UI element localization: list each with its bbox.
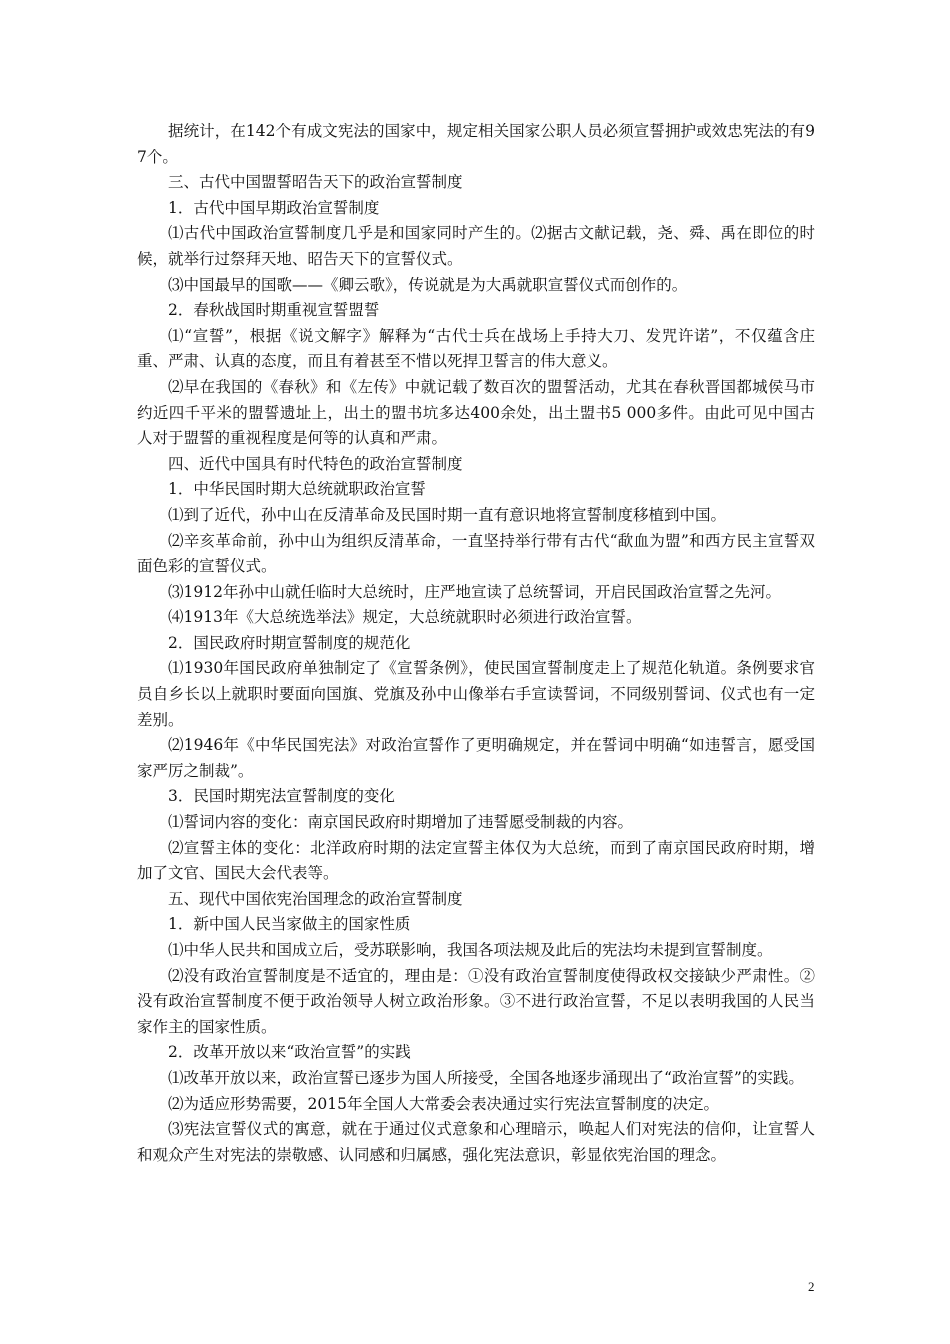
paragraph: ⑵早在我国的《春秋》和《左传》中就记载了数百次的盟誓活动，尤其在春秋晋国都城侯马市约近四千平米的盟誓遗址上，出土的盟书坑多达400余处，出土盟书5 000多件。由此可见中国古人对于盟誓的重视程度是何等的认真和严肃。 <box>137 377 815 448</box>
paragraph: ⑵没有政治宣誓制度是不适宜的，理由是：①没有政治宣誓制度使得政权交接缺少严肃性。②没有政治宣誓制度不便于政治领导人树立政治形象。③不进行政治宣誓，不足以表明我国的人民当家作主的国家性质。 <box>137 966 815 1036</box>
subsection-heading: 1．中华民国时期大总统就职政治宣誓 <box>168 480 426 499</box>
paragraph: ⑶1912年孙中山就任临时大总统时，庄严地宣读了总统誓词，开启民国政治宣誓之先河。 <box>168 582 781 601</box>
paragraph: ⑴“宣誓”，根据《说文解字》解释为“古代士兵在战场上手持大刀、发咒许诺”，不仅蕴含庄重、严肃、认真的态度，而且有着甚至不惜以死捍卫誓言的伟大意义。 <box>137 326 815 371</box>
paragraph: ⑴到了近代，孙中山在反清革命及民国时期一直有意识地将宣誓制度移植到中国。 <box>168 505 727 524</box>
paragraph: ⑶中国最早的国歌——《卿云歌》，传说就是为大禹就职宣誓仪式而创作的。 <box>168 275 688 294</box>
subsection-heading: 1．古代中国早期政治宣誓制度 <box>168 198 380 217</box>
paragraph: ⑴誓词内容的变化：南京国民政府时期增加了违誓愿受制裁的内容。 <box>168 813 634 832</box>
subsection-heading: 2．改革开放以来“政治宣誓”的实践 <box>168 1043 411 1062</box>
paragraph: ⑴改革开放以来，政治宣誓已逐步为国人所接受，全国各地逐步涌现出了“政治宣誓”的实践。 <box>168 1068 804 1087</box>
document-body <box>137 119 815 1168</box>
paragraph: ⑵1946年《中华民国宪法》对政治宣誓作了更明确规定，并在誓词中明确“如违誓言，愿受国家严厉之制裁”。 <box>137 736 815 780</box>
subsection-heading: 3．民国时期宪法宣誓制度的变化 <box>168 787 395 806</box>
subsection-heading: 1．新中国人民当家做主的国家性质 <box>168 915 411 934</box>
paragraph: ⑵为适应形势需要，2015年全国人大常委会表决通过实行宪法宣誓制度的决定。 <box>168 1094 719 1113</box>
paragraph: ⑴1930年国民政府单独制定了《宣誓条例》，使民国宣誓制度走上了规范化轨道。条例要求官员自乡长以上就职时要面向国旗、党旗及孙中山像举右手宣读誓词，不同级别誓词、仪式也有一定差别。 <box>137 659 815 729</box>
paragraph: ⑵宣誓主体的变化：北洋政府时期的法定宣誓主体仅为大总统，而到了南京国民政府时期，增加了文官、国民大会代表等。 <box>137 838 815 883</box>
paragraph: 据统计，在142个有成文宪法的国家中，规定相关国家公职人员必须宣誓拥护或效忠宪法的有97个。 <box>137 122 815 166</box>
subsection-heading: 2．国民政府时期宣誓制度的规范化 <box>168 633 411 652</box>
paragraph: ⑷1913年《大总统选举法》规定，大总统就职时必须进行政治宣誓。 <box>168 608 642 627</box>
paragraph: ⑴古代中国政治宣誓制度几乎是和国家同时产生的。⑵据古文献记载，尧、舜、禹在即位的时候，就举行过祭拜天地、昭告天下的宣誓仪式。 <box>137 224 815 268</box>
section-heading: 五、现代中国依宪治国理念的政治宣誓制度 <box>168 889 463 908</box>
section-heading: 四、近代中国具有时代特色的政治宣誓制度 <box>168 454 463 473</box>
page-number: 2 <box>808 1279 815 1294</box>
paragraph: ⑵辛亥革命前，孙中山为组织反清革命，一直坚持举行带有古代“歃血为盟”和西方民主宣誓双面色彩的宣誓仪式。 <box>137 531 815 576</box>
section-heading: 三、古代中国盟誓昭告天下的政治宣誓制度 <box>168 173 463 192</box>
subsection-heading: 2．春秋战国时期重视宣誓盟誓 <box>168 301 380 320</box>
paragraph: ⑶宪法宣誓仪式的寓意，就在于通过仪式意象和心理暗示，唤起人们对宪法的信仰，让宣誓人和观众产生对宪法的崇敬感、认同感和归属感，强化宪法意识，彰显依宪治国的理念。 <box>137 1120 815 1164</box>
paragraph: ⑴中华人民共和国成立后，受苏联影响，我国各项法规及此后的宪法均未提到宣誓制度。 <box>168 941 773 959</box>
